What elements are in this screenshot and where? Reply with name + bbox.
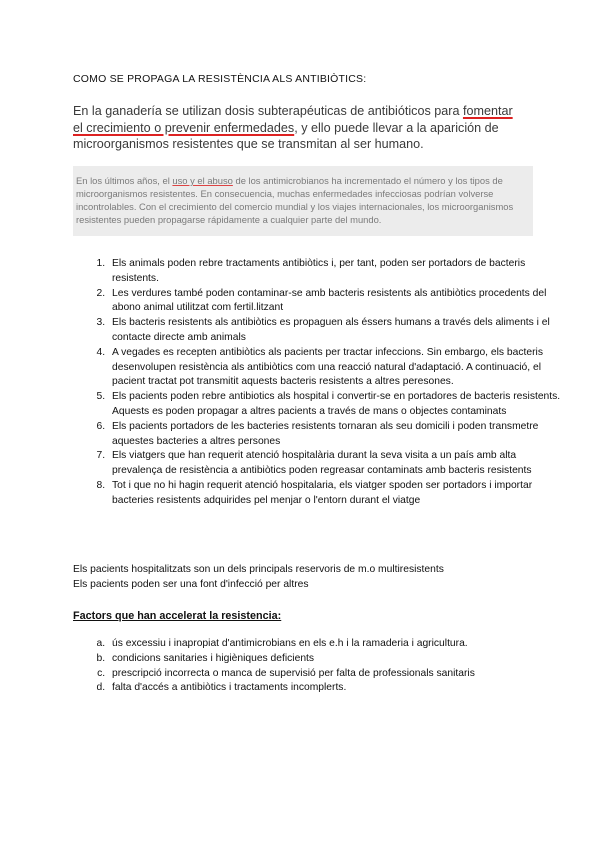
note-reservoirs: Els pacients hospitalitzats son un dels principals reservoris de m.o multiresistents: [73, 564, 444, 575]
list-item: 7. Els viatgers que han requerit atenció hospitalària durant la seva visita a un país amb alta prevalença de resistència a antibiòtics poden regreasar contaminats amb bacteris resistents: [108, 449, 568, 479]
factors-heading: Factors que han accelerat la resistencia:: [73, 610, 282, 622]
page-title: COMO SE PROPAGA LA RESISTÈNCIA ALS ANTIBIÒTICS:: [73, 73, 367, 85]
list-item: b. condicions sanitaries i higièniques deficients: [108, 652, 568, 667]
quote1-text-after: , y ello puede llevar a la aparición de microorganismos resistentes que se transmitan al ser humano.: [73, 120, 499, 151]
propagation-list: [75, 257, 568, 509]
quote2-underlined-text: uso y el abuso: [172, 175, 233, 186]
list-item: d. falta d'accés a antibiòtics i tractaments incomplerts.: [108, 681, 568, 696]
list-item: 8. Tot i que no hi hagin requerit atenció hospitalaria, els viatger spoden ser portadors i importar bacteries resistents adquirides pel menjar o l'entorn durant el viatge: [108, 479, 568, 509]
quote1-text-before: En la ganadería se utilizan dosis subterapéuticas de antibióticos para: [73, 104, 463, 118]
note-infection-source: Els pacients poden ser una font d'infecció per altres: [73, 579, 309, 590]
list-item: 6. Els pacients portadors de les bacteries resistents tornaran als seu domicili i poden transmetre aquestes bacteries a altres persones: [108, 420, 568, 450]
list-item: 1. Els animals poden rebre tractaments antibiòtics i, per tant, poden ser portadors de bacteris resistents.: [108, 257, 568, 287]
list-item: 2. Les verdures també poden contaminar-se amb bacteris resistents als antibiòtics procedents del abono animal utilitzat com fertil.litzant: [108, 287, 568, 317]
quote1-underlined-text: fomentar el crecimiento o prevenir enfermedades: [73, 104, 513, 135]
quote-image-ganaderia: [73, 103, 523, 153]
quote2-text-before: En los últimos años, el: [76, 175, 173, 186]
list-item: 4. A vegades es recepten antibiòtics als pacients per tractar infeccions. Sin embargo, els bacteris desenvolupen resistència als antibiòtics com una reacció natural d'adaptació. A continuació, el pacient tractat pot transmitit aquests bacteris resistents a altres peresones.: [108, 346, 568, 390]
list-item: 3. Els bacteris resistents als antibiòtics es propaguen als éssers humans a través dels aliments i el contacte directe amb animals: [108, 316, 568, 346]
factors-list: [75, 637, 568, 696]
list-item: a. ús excessiu i inapropiat d'antimicrobians en els e.h i la ramaderia i agricultura.: [108, 637, 568, 652]
quote2-text-after: de los antimicrobianos ha incrementado el número y los tipos de microorganismos resistentes. En consecuencia, muchas enfermedades infecciosas podrían volverse incontrolables. Con el crecimiento del comercio mundial y los viajes internacionales, los microorganismos resistentes pueden propagarse rápidamente a cualquier parte del mundo.: [76, 175, 514, 225]
quote-image-antimicrobianos: [73, 166, 533, 236]
list-item: 5. Els pacients poden rebre antibiotics als hospital i convertir-se en portadores de bacteris resistents. Aquests es poden propagar a altres pacients a través de mans o objectes contaminats: [108, 390, 568, 420]
list-item: c. prescripció incorrecta o manca de supervisió per falta de professionals sanitaris: [108, 667, 568, 682]
